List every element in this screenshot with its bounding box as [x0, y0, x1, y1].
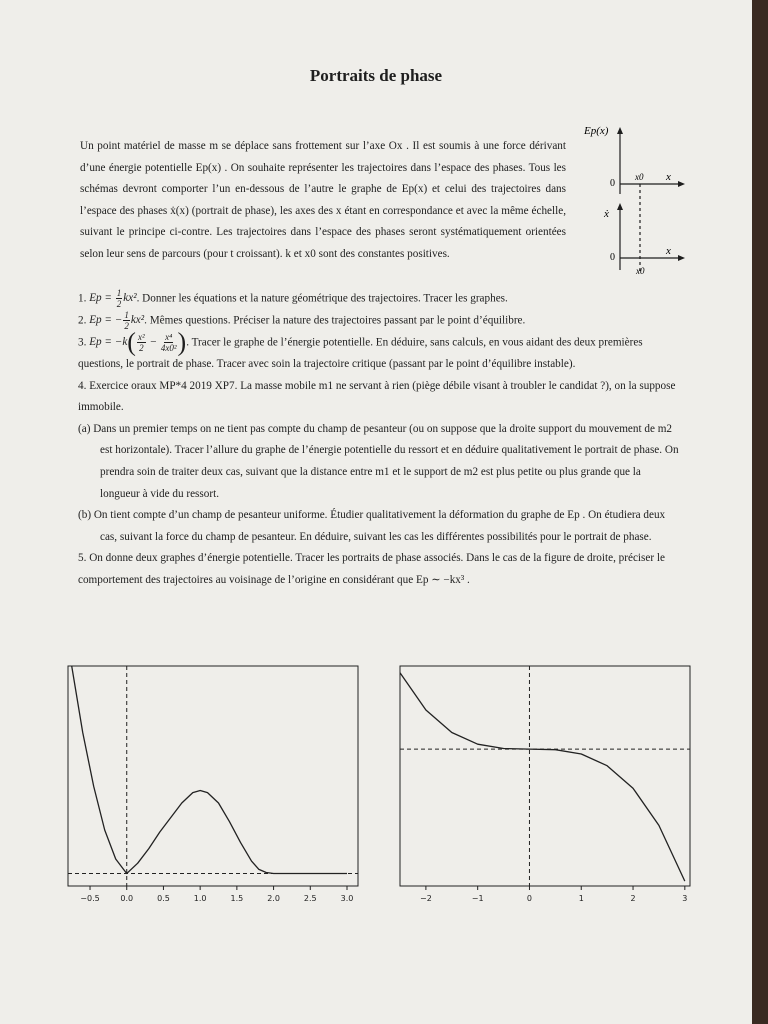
intro-paragraph: Un point matériel de masse m se déplace sans frottement sur l’axe Ox . Il est soumis à une force dérivant d’une énergie potentielle Ep(x) . On souhaite représenter les trajectoires dans l’espace des phases. Tous les schémas devront comporter l’un en-dessous de l’autre le graphe de Ep(x) et celui des trajectoires dans l’espace des phases ẋ(x) (portrait de phase), les axes des x étant en correspondance et avec la même échelle, suivant le principe ci-contre. Les trajectoires dans l’espace des phases seront systématiquement orientées selon leur sens de parcours (pour t croissant). k et x0 sont des constantes positives.	[80, 140, 566, 260]
schema-x-bottom: x	[666, 245, 671, 257]
q1-equation: Ep = $\frac{1}{2}$ kx²	[89, 288, 137, 309]
q1-text: . Donner les équations et la nature géométrique des trajectoires. Tracer les graphes.	[136, 292, 508, 305]
chart-left-potential	[60, 660, 370, 910]
chart-left-tick-label: 2.5	[303, 894, 317, 903]
question-1	[78, 288, 682, 310]
schema-origin-top: 0	[610, 178, 615, 189]
chart-left-tick-label: 1.5	[230, 894, 244, 903]
chart-left-tick-label: 2.0	[267, 894, 280, 903]
question-4b: (b) On tient compte d’un champ de pesanteur uniforme. Étudier qualitativement la déformation du graphe de Ep . On étudiera deux cas, suivant la force du champ de pesanteur. En déduire, suivant les cas les différentes possibilités pour le portrait de phase.	[78, 509, 666, 543]
chart-left-tick-label: 0.0	[120, 894, 134, 903]
chart-right-tick-label: 3	[682, 894, 688, 903]
q2-equation: Ep = − $\frac{1}{2}$ kx²	[89, 310, 145, 332]
q2-number: 2.	[78, 314, 87, 327]
question-4a: (a) Dans un premier temps on ne tient pas compte du champ de pesanteur (ou on suppose que la droite support du mouvement de m2 est horizontale). Tracer l’allure du graphe de l’énergie potentielle du ressort et en déduire qualitativement le portrait de phase. On prendra soin de traiter deux cas, suivant que la distance entre m1 et le support de m2 est plus petite ou plus grande que la longueur à vide du ressort.	[78, 422, 679, 500]
chart-left-tick-label: 0.5	[157, 894, 170, 903]
page-title: Portraits de phase	[309, 66, 443, 85]
chart-left-frame	[68, 666, 358, 886]
question-5: 5. On donne deux graphes d’énergie potentielle. Tracer les portraits de phase associés. Dans le cas de la figure de droite, préciser le comportement des trajectoires au voisinage de l’origine en considérant que Ep ∼ −kx³ .	[78, 552, 665, 586]
schema-x-top: x	[666, 171, 671, 183]
q2-text: . Mêmes questions. Préciser la nature des trajectoires passant par le point d’équilibre.	[144, 314, 526, 327]
chart-right-tick-label: −1	[471, 894, 484, 903]
schema-ep-label: Ep(x)	[584, 125, 609, 137]
q3-equation: Ep = −k( $\frac{\text{x²}}{2}$ − $\frac{\text{x⁴}}{\text{4x0²}}$ )	[89, 327, 187, 357]
phase-schema-diagram	[584, 122, 700, 282]
q3-text: . Tracer le graphe de l’énergie potentielle. En déduire, sans calculs, en vous aidant des deux premières questions, le portrait de phase. Tracer avec soin la trajectoire critique (passant par le point d’équilibre instable).	[78, 336, 643, 371]
chart-left-tick-label: 3.0	[340, 894, 354, 903]
chart-right-curve	[400, 673, 685, 881]
chart-right-potential	[390, 660, 700, 910]
chart-left-curve	[72, 666, 347, 874]
q1-number: 1.	[78, 292, 87, 305]
q1-fraction: $\frac{1}{2}$	[116, 288, 122, 309]
question-2	[78, 310, 682, 332]
schema-x0-top: x0	[635, 172, 644, 182]
question-3	[78, 327, 682, 376]
chart-right-tick-label: 2	[630, 894, 636, 903]
chart-right-tick-label: 0	[526, 894, 533, 903]
chart-right-tick-label: −2	[419, 894, 432, 903]
q3-number: 3.	[78, 336, 87, 349]
schema-x0-bottom: x0	[636, 266, 645, 276]
schema-xdot-label: ẋ	[604, 208, 609, 220]
chart-right-frame	[400, 666, 690, 886]
question-4-intro: 4. Exercice oraux MP*4 2019 XP7. La masse mobile m1 ne servant à rien (piège débile visant à troubler le candidat ?), on la suppose immobile.	[78, 379, 676, 414]
chart-left-tick-label: 1.0	[193, 894, 207, 903]
schema-origin-bottom: 0	[610, 252, 615, 263]
q2-fraction: $\frac{1}{2}$	[124, 310, 129, 332]
chart-left-tick-label: −0.5	[80, 894, 100, 903]
questions	[78, 288, 682, 592]
chart-right-tick-label: 1	[578, 894, 584, 903]
